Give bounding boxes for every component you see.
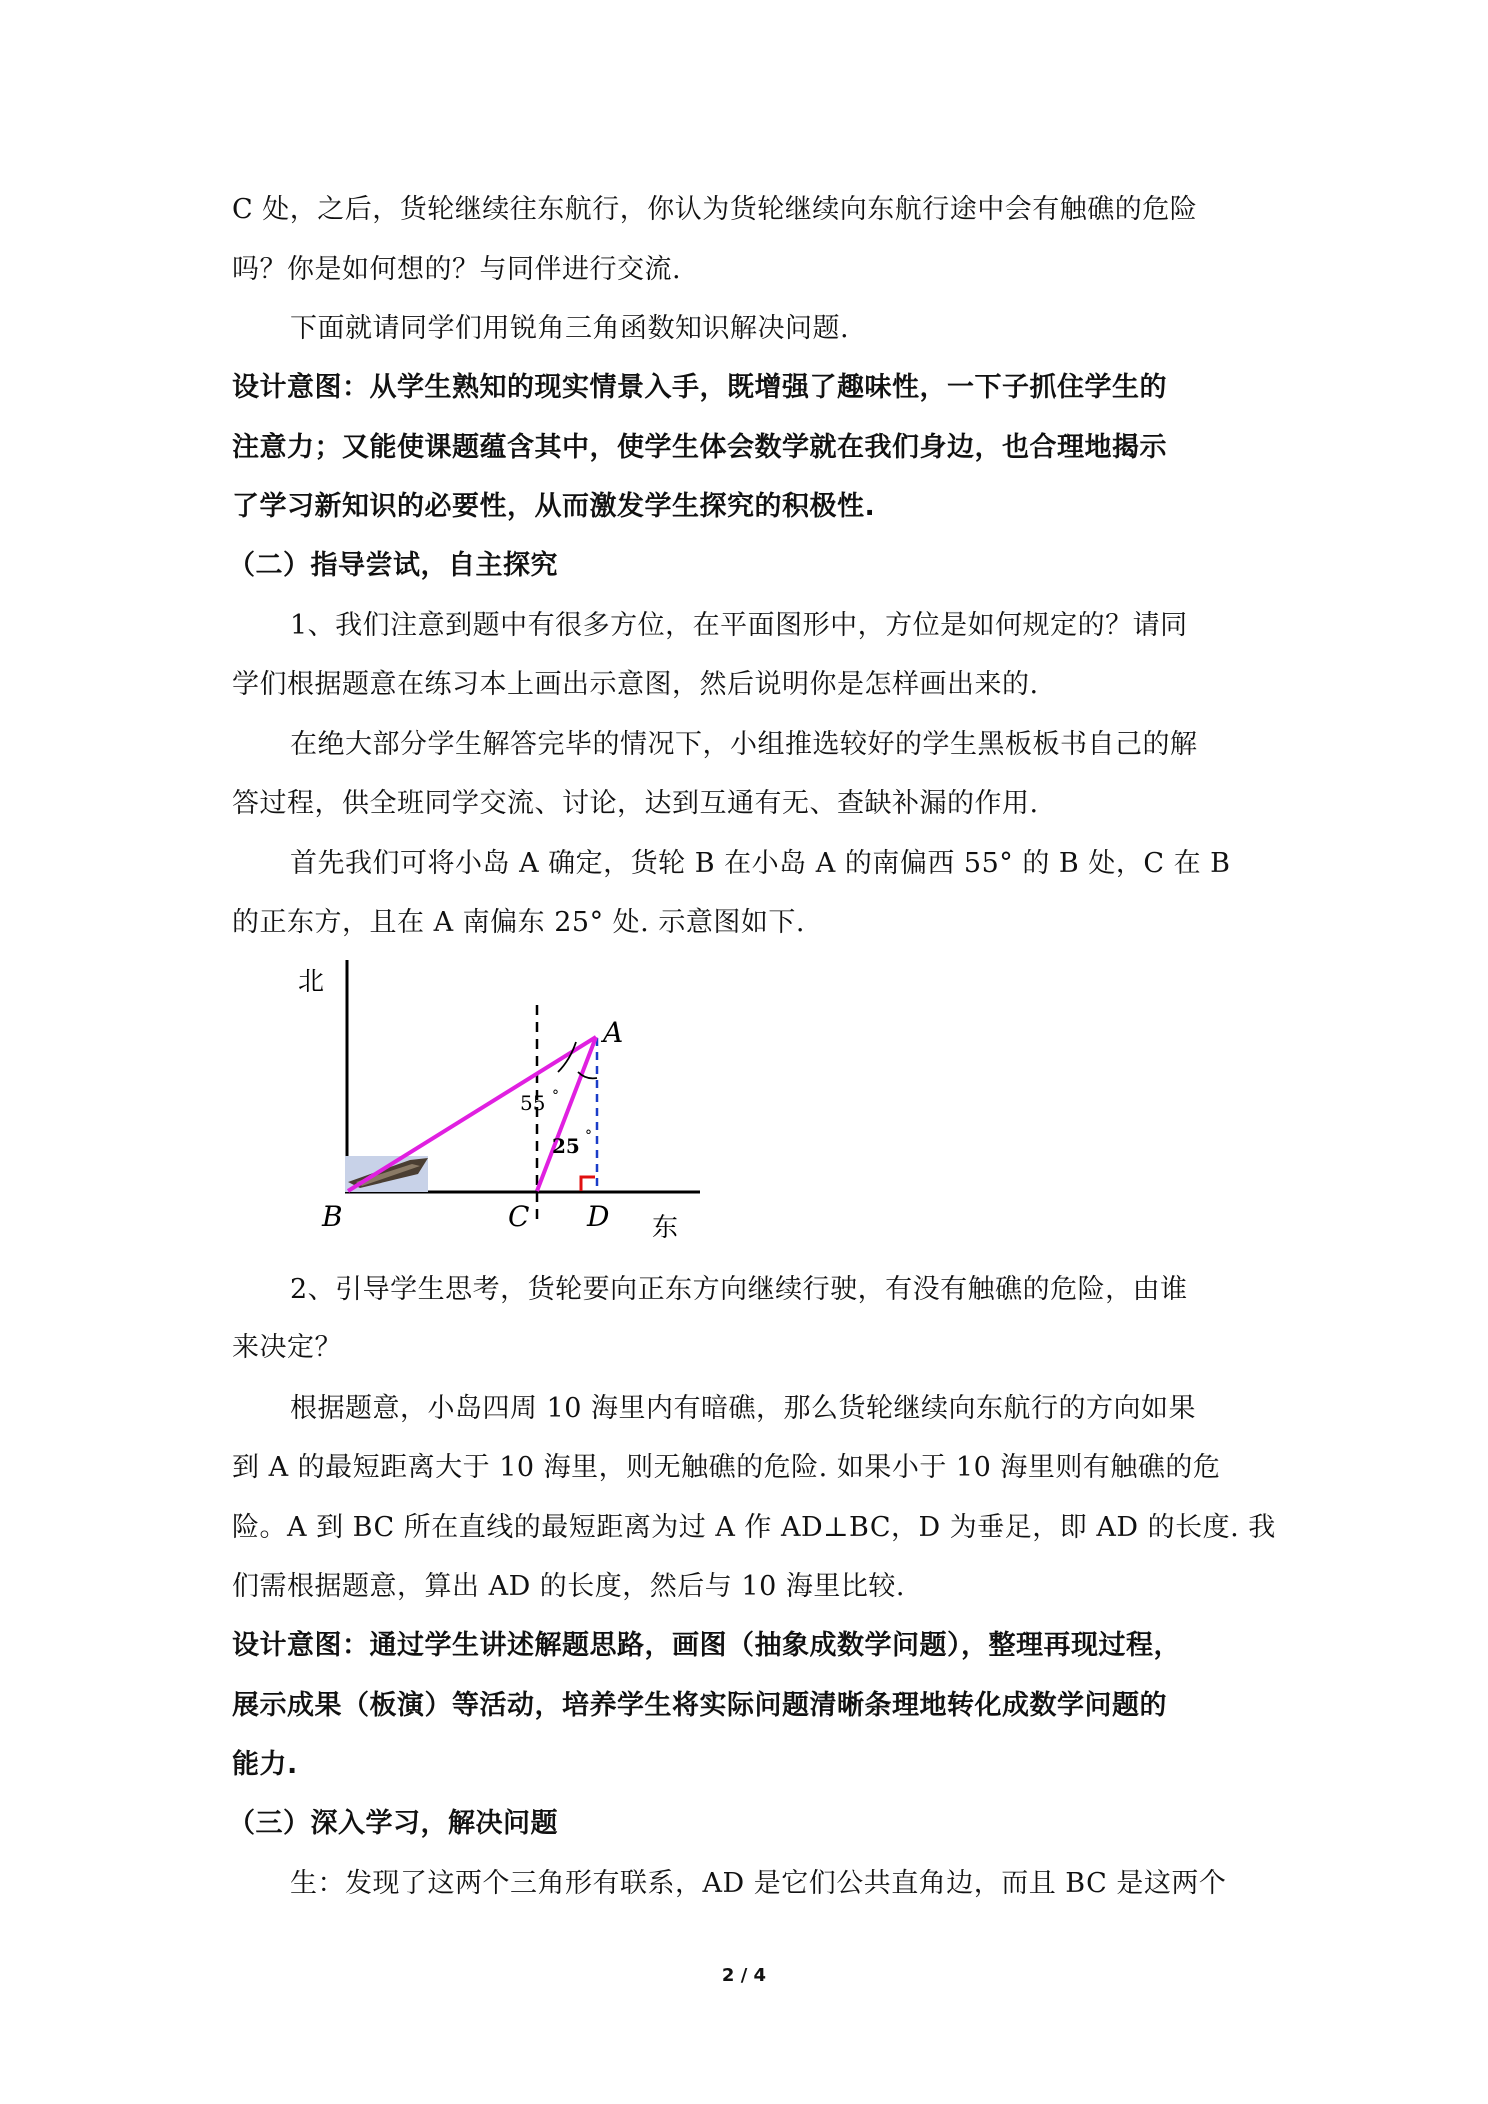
design-intent-line: 了学习新知识的必要性，从而激发学生探究的积极性. <box>232 491 876 522</box>
degree-mark-55: ° <box>552 1088 559 1104</box>
paragraph-line: 1、我们注意到题中有很多方位，在平面图形中，方位是如何规定的？请同 <box>290 610 1188 641</box>
paragraph-line: 吗？你是如何想的？与同伴进行交流. <box>232 254 682 285</box>
design-intent-line: 注意力；又能使课题蕴含其中，使学生体会数学就在我们身边，也合理地揭示 <box>232 432 1167 463</box>
paragraph-line: 答过程，供全班同学交流、讨论，达到互通有无、查缺补漏的作用. <box>232 788 1039 819</box>
line-ab <box>348 1037 596 1191</box>
angle-label-25: 25 <box>552 1134 580 1158</box>
paragraph-line: 2、引导学生思考，货轮要向正东方向继续行驶，有没有触礁的危险，由谁 <box>290 1274 1188 1305</box>
paragraph-line: 到 A 的最短距离大于 10 海里，则无触礁的危险. 如果小于 10 海里则有触礁的危 <box>232 1452 1221 1483</box>
paragraph-line: 学们根据题意在练习本上画出示意图，然后说明你是怎样画出来的. <box>232 669 1039 700</box>
paragraph-line: 首先我们可将小岛 A 确定，货轮 B 在小岛 A 的南偏西 55° 的 B 处，C 在 B <box>290 848 1231 879</box>
design-intent-line: 能力. <box>232 1749 298 1780</box>
right-angle-mark <box>581 1177 595 1191</box>
degree-mark-25: ° <box>585 1128 592 1144</box>
paragraph-line: 下面就请同学们用锐角三角函数知识解决问题. <box>290 313 850 344</box>
bearing-diagram <box>290 960 710 1250</box>
east-label: 东 <box>652 1213 679 1243</box>
section-heading: （三）深入学习，解决问题 <box>228 1808 558 1839</box>
design-intent-line: 设计意图：通过学生讲述解题思路，画图（抽象成数学问题），整理再现过程， <box>232 1630 1181 1661</box>
point-label-d: D <box>587 1200 610 1233</box>
paragraph-line: 险。A 到 BC 所在直线的最短距离为过 A 作 AD⊥BC，D 为垂足，即 AD 的长度. 我 <box>232 1512 1276 1543</box>
paragraph-line: 生：发现了这两个三角形有联系，AD 是它们公共直角边，而且 BC 是这两个 <box>290 1868 1227 1899</box>
paragraph-line: 根据题意，小岛四周 10 海里内有暗礁，那么货轮继续向东航行的方向如果 <box>290 1393 1197 1424</box>
paragraph-line: 的正东方，且在 A 南偏东 25° 处. 示意图如下. <box>232 907 805 938</box>
design-intent-line: 设计意图：从学生熟知的现实情景入手，既增强了趣味性，一下子抓住学生的 <box>232 372 1167 403</box>
point-label-b: B <box>322 1200 343 1233</box>
section-heading: （二）指导尝试，自主探究 <box>228 550 558 581</box>
design-intent-line: 展示成果（板演）等活动，培养学生将实际问题清晰条理地转化成数学问题的 <box>232 1690 1167 1721</box>
point-label-c: C <box>508 1200 530 1233</box>
paragraph-line: C 处，之后，货轮继续往东航行，你认为货轮继续向东航行途中会有触礁的危险 <box>232 194 1198 225</box>
north-label: 北 <box>298 967 325 997</box>
point-label-a: A <box>603 1016 624 1049</box>
angle-label-55: 55 <box>520 1091 546 1115</box>
paragraph-line: 来决定？ <box>232 1332 342 1363</box>
page-number: 2 / 4 <box>721 1965 767 1986</box>
paragraph-line: 们需根据题意，算出 AD 的长度，然后与 10 海里比较. <box>232 1571 905 1602</box>
paragraph-line: 在绝大部分学生解答完毕的情况下，小组推选较好的学生黑板板书自己的解 <box>290 729 1198 760</box>
